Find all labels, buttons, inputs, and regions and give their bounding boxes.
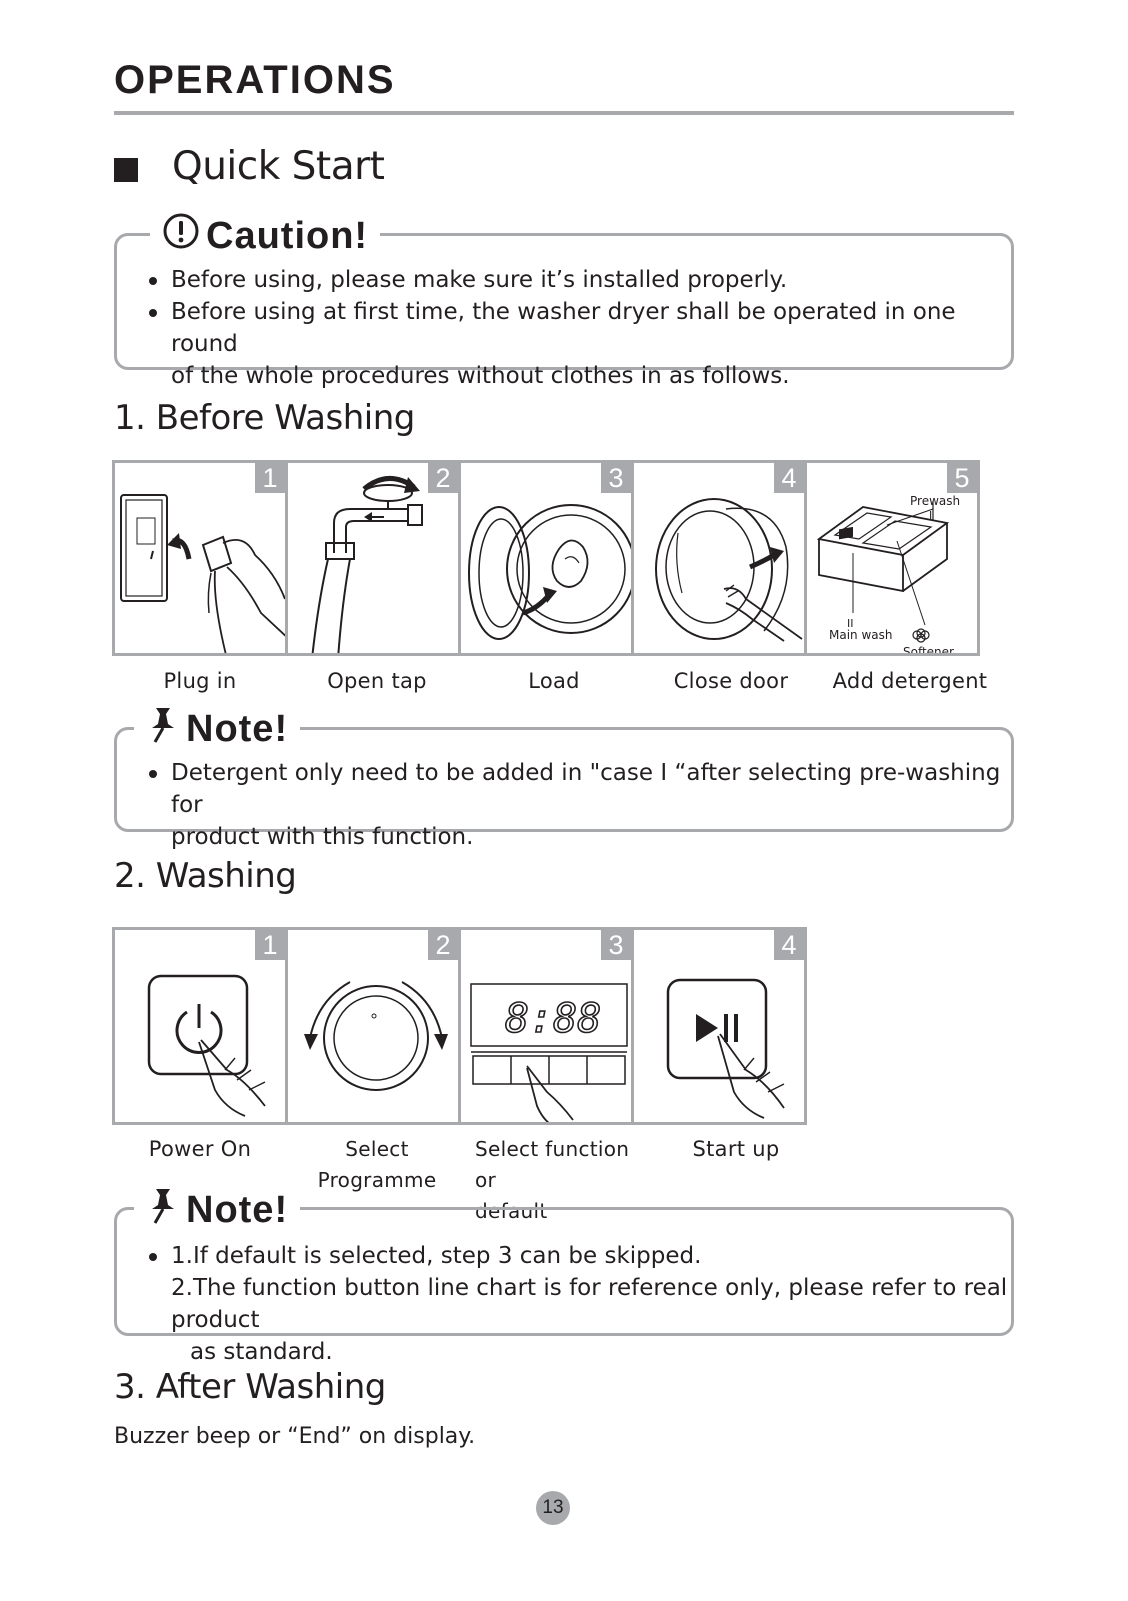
step-caption: Close door [673,669,789,693]
note-list [117,757,1011,853]
main-wash-label: Main wash [829,628,893,642]
caution-label [150,212,380,260]
page-heading: OPERATIONS [114,58,396,102]
after-washing-text: Buzzer beep or “End” on display. [114,1424,476,1449]
section-title: Quick Start [172,144,385,189]
note-item: 1.If default is selected, step 3 can be skipped. 2.The function button line chart is for reference only, please refer to real product as standard. [117,1240,1011,1368]
step-panel-select-programme [285,927,461,1125]
caution-item: Before using, please make sure it’s installed properly. [117,264,1011,296]
step-caption: Load [528,669,580,693]
step-panel-plug-in [112,460,288,656]
pushpin-icon [146,1185,180,1235]
caution-label-text: Caution! [206,214,369,257]
step-number: 1 [255,930,285,960]
step-caption: Start up [692,1137,780,1161]
step-panel-add-detergent [804,460,980,659]
pushpin-icon [146,704,180,754]
note-item: Detergent only need to be added in "case I “after selecting pre-washing for product with this function. [117,757,1011,853]
washing-steps [112,927,804,1125]
step-number: 1 [255,463,285,493]
step-panel-load [458,460,634,656]
prewash-mark: I [929,509,933,522]
step-caption-line: Select function or [475,1137,630,1192]
caution-list [117,264,1011,392]
step-panel-close-door [631,460,807,656]
step-caption-line: default [475,1199,548,1223]
caution-item: Before using at first time, the washer dryer shall be operated in one round of the whole procedures without clothes in as follows. [117,296,1011,392]
note-label [134,1185,300,1235]
main-wash-mark: II [847,617,854,630]
step-caption: Add detergent [832,669,988,693]
step-panel-power-on [112,927,288,1125]
step-panel-start-up [631,927,807,1125]
step-panel-open-tap [285,460,461,656]
display-digits: 8:88 [505,996,602,1042]
step-number: 2 [428,930,458,960]
softener-label: Softener [903,645,954,659]
washing-title: 2. Washing [114,856,297,896]
heading-divider [114,111,1014,115]
note-list [117,1240,1011,1368]
exclamation-icon [162,212,200,260]
prewash-label: Prewash [910,494,961,508]
page-number: 13 [536,1491,570,1525]
note-label-text: Note! [186,707,289,750]
note-label-text: Note! [186,1188,289,1231]
before-washing-title: 1. Before Washing [114,398,415,438]
step-number: 3 [601,463,631,493]
step-number: 4 [774,463,804,493]
step-caption: Select Programme [317,1137,437,1192]
step-caption: Open tap [327,669,427,693]
step-number: 3 [601,930,631,960]
softener-flower-icon [913,629,929,642]
step-caption: Plug in [163,669,237,693]
step-caption: Power On [148,1137,252,1161]
section-bullet-square [114,158,138,182]
after-washing-title: 3. After Washing [114,1367,386,1407]
step-number: 4 [774,930,804,960]
step-number: 5 [947,463,977,493]
step-panel-select-function [458,927,634,1125]
step-number: 2 [428,463,458,493]
note-label [134,704,300,754]
before-washing-steps [112,460,977,659]
